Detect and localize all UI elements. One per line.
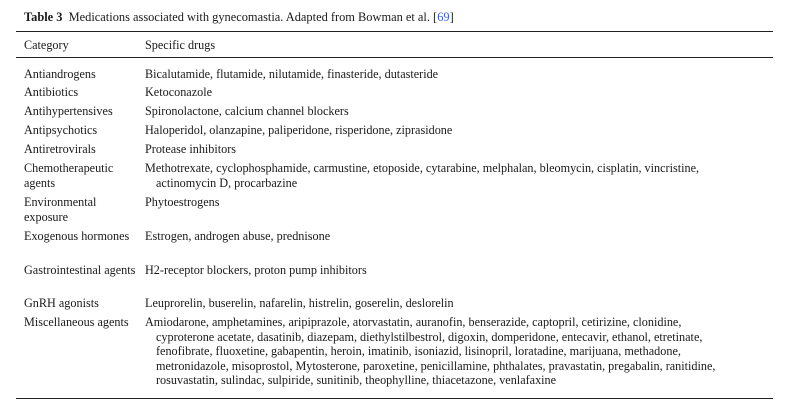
row-category: Chemotherapeutic agents xyxy=(24,161,114,190)
row-drugs xyxy=(145,161,765,190)
row-drugs xyxy=(145,85,765,100)
row-category: Antibiotics xyxy=(24,85,79,99)
drug-line: Phytoestrogens xyxy=(145,195,220,209)
row-category: Environmental exposure xyxy=(24,195,97,224)
drug-line: Ketoconazole xyxy=(145,85,212,99)
row-category: Exogenous hormones xyxy=(24,229,130,243)
row-category: Gastrointestinal agents xyxy=(24,263,136,277)
row-drugs xyxy=(145,315,765,388)
caption-text: Medications associated with gynecomastia. Adapted from Bowman et al. [ xyxy=(68,10,438,24)
header-category: Category xyxy=(24,38,69,52)
row-category: Miscellaneous agents xyxy=(24,315,129,329)
drug-line: Methotrexate, cyclophosphamide, carmustine, etoposide, cytarabine, melphalan, bleomycin, cisplatin, vincristine, xyxy=(145,161,700,175)
row-drugs xyxy=(145,142,765,157)
drug-line: H2-receptor blockers, proton pump inhibitors xyxy=(145,263,367,277)
drug-line: metronidazole, misoprostol, Mytosterone, paroxetine, penicillamine, phthalates, pravastatin, pregabalin, ranitidine, xyxy=(156,358,716,373)
drug-line: Amiodarone, amphetamines, aripiprazole, atorvastatin, auranofin, benserazide, captopril, cetirizine, clonidine, xyxy=(145,315,682,329)
drug-line: Haloperidol, olanzapine, paliperidone, risperidone, ziprasidone xyxy=(145,123,453,137)
row-drugs xyxy=(145,229,765,244)
row-drugs xyxy=(145,263,765,278)
row-drugs xyxy=(145,123,765,138)
row-category: Antipsychotics xyxy=(24,123,98,137)
row-category: Antiretrovirals xyxy=(24,142,96,156)
drug-line: Spironolactone, calcium channel blockers xyxy=(145,104,349,118)
header-drugs: Specific drugs xyxy=(145,38,216,52)
row-category: GnRH agonists xyxy=(24,296,99,310)
row-category: Antihypertensives xyxy=(24,104,113,118)
citation-link[interactable]: 69 xyxy=(437,10,450,24)
drug-line: Protease inhibitors xyxy=(145,142,237,156)
drug-line: cyproterone acetate, dasatinib, diazepam, diethylstilbestrol, digoxin, domperidone, entecavir, ethanol, etretinate, xyxy=(156,329,703,344)
row-drugs xyxy=(145,104,765,119)
bottom-rule xyxy=(16,398,773,399)
drug-line: Leuprorelin, buserelin, nafarelin, histrelin, goserelin, deslorelin xyxy=(145,296,454,310)
drug-line: Bicalutamide, flutamide, nilutamide, finasteride, dutasteride xyxy=(145,67,439,81)
drug-line: actinomycin D, procarbazine xyxy=(156,175,298,190)
caption-label: Table 3 xyxy=(24,10,63,24)
row-drugs xyxy=(145,195,765,210)
row-category: Antiandrogens xyxy=(24,67,96,81)
drug-line: Estrogen, androgen abuse, prednisone xyxy=(145,229,331,243)
row-drugs xyxy=(145,67,765,82)
drug-line: rosuvastatin, sulindac, sulpiride, sunitinib, theophylline, thiacetazone, venlafaxine xyxy=(156,373,557,387)
drug-line: fenofibrate, fluoxetine, gabapentin, heroin, imatinib, isoniazid, lisinopril, loratadine, marijuana, methadone, xyxy=(156,344,681,358)
caption-close-bracket: ] xyxy=(449,10,454,24)
row-drugs xyxy=(145,296,765,311)
